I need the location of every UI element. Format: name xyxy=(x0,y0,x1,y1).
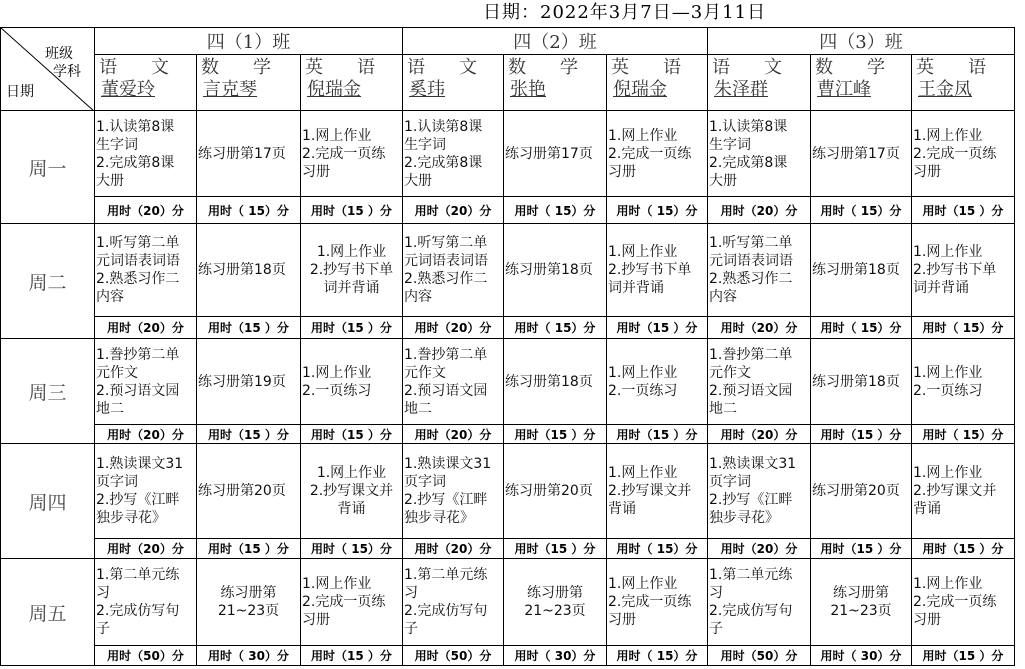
homework-line: 子 xyxy=(404,621,418,637)
homework-line: 1.网上作业 xyxy=(302,127,372,144)
homework-line: 1.网上作业 xyxy=(608,364,678,381)
homework-cell xyxy=(912,224,1015,317)
homework-line: 大册 xyxy=(96,172,124,189)
homework-line: 2.一页练习 xyxy=(913,382,983,399)
subject-name: 语 文 xyxy=(712,57,790,78)
homework-cell xyxy=(811,559,912,646)
homework-line: 2.完成仿写句 xyxy=(96,603,180,619)
time-cell: 用时（ 30）分 xyxy=(504,646,607,666)
subject-header xyxy=(403,55,504,111)
homework-line: 内容 xyxy=(96,289,124,305)
homework-cell xyxy=(403,111,504,197)
homework-line: 独步寻花》 xyxy=(96,510,166,526)
homework-cell xyxy=(708,559,811,646)
homework-line: 背诵 xyxy=(608,501,636,517)
homework-line: 21~23页 xyxy=(524,603,586,619)
homework-cell xyxy=(811,111,912,197)
homework-line: 2.完成一页练 xyxy=(302,594,386,610)
homework-line: 2.抄写《江畔 xyxy=(709,492,793,508)
homework-line: 1.网上作业 xyxy=(316,465,387,481)
class-header-3: 四（3）班 xyxy=(708,28,1015,55)
homework-cell xyxy=(403,224,504,317)
class-label: 班级 xyxy=(45,46,73,62)
time-cell: 用时（15 ）分 xyxy=(504,425,607,444)
homework-line: 独步寻花》 xyxy=(404,510,474,526)
homework-line: 习册 xyxy=(608,612,636,628)
homework-line: 1.听写第二单 xyxy=(96,235,180,251)
homework-cell xyxy=(912,444,1015,539)
homework-cell xyxy=(811,444,912,539)
homework-line: 2.完成仿写句 xyxy=(404,603,488,619)
homework-cell xyxy=(301,224,403,317)
day-task-row xyxy=(1,559,1015,646)
homework-line: 1.誊抄第二单 xyxy=(404,346,488,363)
time-cell: 用时（ 15）分 xyxy=(607,539,708,559)
homework-line: 2.完成一页练 xyxy=(302,145,386,162)
homework-line: 地二 xyxy=(96,400,124,417)
time-cell: 用时（ 15）分 xyxy=(811,197,912,224)
time-cell: 用时（50）分 xyxy=(708,646,811,666)
subject-name: 数 学 xyxy=(201,57,279,78)
homework-cell xyxy=(301,444,403,539)
homework-line: 1.网上作业 xyxy=(608,127,678,144)
homework-line: 2.预习语文园 xyxy=(96,382,180,399)
time-cell: 用时（ 15）分 xyxy=(811,317,912,339)
homework-line: 1.第二单元练 xyxy=(709,567,793,583)
homework-line: 1.网上作业 xyxy=(913,127,983,144)
teacher-name: 朱泽群 xyxy=(714,79,768,100)
homework-cell xyxy=(607,224,708,317)
subject-header xyxy=(811,55,912,111)
homework-cell xyxy=(607,339,708,425)
homework-line: 元作文 xyxy=(96,364,138,381)
homework-cell xyxy=(708,444,811,539)
day-label: 周二 xyxy=(1,224,95,339)
time-cell: 用时（20）分 xyxy=(95,539,197,559)
subject-header xyxy=(912,55,1015,111)
homework-line: 练习册第18页 xyxy=(812,262,900,278)
homework-cell xyxy=(95,224,197,317)
homework-line: 1.网上作业 xyxy=(608,244,678,260)
homework-cell xyxy=(403,444,504,539)
homework-line: 元词语表词语 xyxy=(404,253,488,269)
time-cell: 用时（20）分 xyxy=(95,197,197,224)
corner-header-cell xyxy=(1,28,95,111)
homework-line: 练习册第18页 xyxy=(198,262,286,278)
subject-header xyxy=(504,55,607,111)
homework-line: 2.抄写书下单 xyxy=(608,262,692,278)
time-cell: 用时（15 ）分 xyxy=(607,317,708,339)
homework-cell xyxy=(811,224,912,317)
homework-line: 习册 xyxy=(913,612,941,628)
homework-cell xyxy=(708,111,811,197)
time-cell: 用时（15 ）分 xyxy=(197,317,301,339)
time-cell: 用时（ 15）分 xyxy=(912,425,1015,444)
homework-cell xyxy=(95,559,197,646)
homework-line: 2.完成第8课 xyxy=(404,154,483,171)
homework-line: 独步寻花》 xyxy=(709,510,779,526)
teacher-name: 言克琴 xyxy=(203,79,257,100)
homework-cell xyxy=(811,339,912,425)
time-cell: 用时（15 ）分 xyxy=(197,539,301,559)
subject-header-row xyxy=(1,55,1015,111)
homework-line: 练习册第 xyxy=(833,585,889,601)
homework-line: 页字词 xyxy=(709,474,751,490)
homework-line: 2.抄写书下单 xyxy=(309,262,394,278)
homework-line: 子 xyxy=(709,621,723,637)
homework-line: 2.抄写书下单 xyxy=(913,262,997,278)
homework-cell xyxy=(197,224,301,317)
homework-cell xyxy=(301,111,403,197)
homework-line: 1.第二单元练 xyxy=(404,567,488,583)
day-task-row xyxy=(1,339,1015,425)
day-label: 周一 xyxy=(1,111,95,224)
homework-line: 习 xyxy=(96,585,110,601)
homework-line: 生字词 xyxy=(404,136,446,153)
homework-line: 练习册第20页 xyxy=(198,483,286,499)
homework-cell xyxy=(197,444,301,539)
homework-line: 1.网上作业 xyxy=(913,465,983,481)
subject-name: 英 语 xyxy=(305,57,383,78)
time-cell: 用时（20）分 xyxy=(403,317,504,339)
homework-line: 1.网上作业 xyxy=(913,576,983,592)
homework-line: 1.网上作业 xyxy=(608,576,678,592)
homework-line: 练习册第18页 xyxy=(505,262,593,278)
day-label: 周四 xyxy=(1,444,95,559)
homework-line: 习 xyxy=(404,585,418,601)
homework-line: 21~23页 xyxy=(830,603,892,619)
homework-line: 习 xyxy=(709,585,723,601)
subject-name: 数 学 xyxy=(815,57,893,78)
day-time-row xyxy=(1,317,1015,339)
time-cell: 用时（ 15）分 xyxy=(504,317,607,339)
day-time-row xyxy=(1,646,1015,666)
homework-cell xyxy=(504,111,607,197)
time-cell: 用时（15 ）分 xyxy=(912,197,1015,224)
teacher-name: 张艳 xyxy=(510,79,546,100)
day-label: 周五 xyxy=(1,559,95,666)
homework-line: 词并背诵 xyxy=(323,280,380,296)
day-task-row xyxy=(1,224,1015,317)
page-title: 日期：2022年3月7日—3月11日 xyxy=(483,2,767,23)
teacher-name: 倪瑞金 xyxy=(613,79,667,100)
homework-line: 习册 xyxy=(913,163,941,180)
homework-line: 1.认读第8课 xyxy=(96,118,175,135)
subject-header xyxy=(95,55,197,111)
day-label: 周三 xyxy=(1,339,95,444)
homework-line: 2.完成一页练 xyxy=(608,594,692,610)
time-cell: 用时（15 ）分 xyxy=(301,317,403,339)
homework-line: 1.誊抄第二单 xyxy=(709,346,793,363)
time-cell: 用时（20）分 xyxy=(708,425,811,444)
homework-line: 2.完成第8课 xyxy=(709,154,788,171)
homework-line: 2.完成一页练 xyxy=(608,145,692,162)
subject-name: 语 文 xyxy=(99,57,177,78)
homework-line: 背诵 xyxy=(337,501,366,517)
homework-cell xyxy=(607,559,708,646)
homework-cell xyxy=(504,224,607,317)
homework-cell xyxy=(912,111,1015,197)
homework-line: 2.预习语文园 xyxy=(709,382,793,399)
homework-line: 练习册第 xyxy=(527,585,583,601)
time-cell: 用时（20）分 xyxy=(95,317,197,339)
homework-line: 2.完成一页练 xyxy=(913,594,997,610)
time-cell: 用时（15 ）分 xyxy=(811,425,912,444)
homework-line: 2.完成一页练 xyxy=(913,145,997,162)
homework-line: 1.誊抄第二单 xyxy=(96,346,180,363)
homework-line: 词并背诵 xyxy=(608,280,664,296)
homework-line: 练习册第17页 xyxy=(812,145,900,162)
homework-line: 习册 xyxy=(302,612,330,628)
homework-line: 1.网上作业 xyxy=(913,364,983,381)
time-cell: 用时（15 ）分 xyxy=(811,539,912,559)
time-cell: 用时（20）分 xyxy=(403,425,504,444)
homework-table xyxy=(0,27,1015,666)
homework-line: 2.抄写《江畔 xyxy=(96,492,180,508)
homework-cell xyxy=(95,111,197,197)
time-cell: 用时（15 ）分 xyxy=(912,646,1015,666)
time-cell: 用时（20）分 xyxy=(708,197,811,224)
homework-line: 21~23页 xyxy=(217,603,280,619)
homework-line: 生字词 xyxy=(96,136,138,153)
time-cell: 用时（ 15）分 xyxy=(607,197,708,224)
homework-line: 1.听写第二单 xyxy=(709,235,793,251)
homework-cell xyxy=(912,559,1015,646)
homework-line: 练习册第20页 xyxy=(812,483,900,499)
time-cell: 用时（15 ）分 xyxy=(301,646,403,666)
class-header-row xyxy=(1,28,1015,55)
time-cell: 用时（20）分 xyxy=(403,197,504,224)
homework-line: 地二 xyxy=(709,400,737,417)
homework-line: 1.网上作业 xyxy=(302,576,372,592)
class-header-1: 四（1）班 xyxy=(95,28,403,55)
homework-line: 内容 xyxy=(404,289,432,305)
homework-cell xyxy=(95,339,197,425)
homework-line: 元词语表词语 xyxy=(96,253,180,269)
homework-line: 2.预习语文园 xyxy=(404,382,488,399)
homework-line: 练习册第18页 xyxy=(505,373,593,390)
time-cell: 用时（20）分 xyxy=(403,539,504,559)
day-task-row xyxy=(1,444,1015,539)
teacher-name: 奚玮 xyxy=(409,79,445,100)
homework-line: 页字词 xyxy=(404,474,446,490)
time-cell: 用时（50）分 xyxy=(403,646,504,666)
homework-line: 1.网上作业 xyxy=(316,244,387,260)
homework-cell xyxy=(504,339,607,425)
subject-label: 学科 xyxy=(53,64,81,80)
subject-header xyxy=(708,55,811,111)
homework-line: 练习册第17页 xyxy=(198,145,286,162)
homework-cell xyxy=(607,111,708,197)
time-cell: 用时（ 15）分 xyxy=(504,197,607,224)
homework-cell xyxy=(197,559,301,646)
homework-line: 2.熟悉习作二 xyxy=(709,271,793,287)
homework-line: 2.抄写课文并 xyxy=(309,483,394,499)
time-cell: 用时（ 15）分 xyxy=(301,539,403,559)
homework-line: 2.抄写课文并 xyxy=(913,483,997,499)
homework-line: 词并背诵 xyxy=(913,280,969,296)
day-time-row xyxy=(1,539,1015,559)
homework-line: 1.听写第二单 xyxy=(404,235,488,251)
time-cell: 用时（15 ）分 xyxy=(301,425,403,444)
homework-cell xyxy=(504,444,607,539)
time-cell: 用时（ 30）分 xyxy=(197,646,301,666)
homework-line: 大册 xyxy=(404,172,432,189)
homework-cell xyxy=(708,339,811,425)
homework-cell xyxy=(607,444,708,539)
homework-line: 2.抄写《江畔 xyxy=(404,492,488,508)
homework-line: 2.完成仿写句 xyxy=(709,603,793,619)
time-cell: 用时（ 15）分 xyxy=(912,317,1015,339)
homework-cell xyxy=(197,339,301,425)
homework-line: 1.网上作业 xyxy=(608,465,678,481)
homework-line: 内容 xyxy=(709,289,737,305)
homework-line: 生字词 xyxy=(709,136,751,153)
homework-line: 习册 xyxy=(302,163,330,180)
class-header-2: 四（2）班 xyxy=(403,28,708,55)
homework-line: 习册 xyxy=(608,163,636,180)
homework-line: 页字词 xyxy=(96,474,138,490)
homework-line: 地二 xyxy=(404,400,432,417)
day-time-row xyxy=(1,197,1015,224)
homework-line: 背诵 xyxy=(913,501,941,517)
time-cell: 用时（ 15）分 xyxy=(607,646,708,666)
time-cell: 用时（20）分 xyxy=(708,539,811,559)
homework-cell xyxy=(403,339,504,425)
time-cell: 用时（15 ）分 xyxy=(912,539,1015,559)
subject-header xyxy=(607,55,708,111)
time-cell: 用时（ 30）分 xyxy=(811,646,912,666)
homework-cell xyxy=(504,559,607,646)
homework-line: 1.认读第8课 xyxy=(404,118,483,135)
homework-cell xyxy=(912,339,1015,425)
homework-line: 子 xyxy=(96,621,110,637)
homework-line: 元作文 xyxy=(709,364,751,381)
homework-cell xyxy=(95,444,197,539)
date-label: 日期 xyxy=(6,84,34,100)
time-cell: 用时（20）分 xyxy=(708,317,811,339)
subject-name: 语 文 xyxy=(407,57,485,78)
subject-name: 英 语 xyxy=(611,57,689,78)
homework-line: 2.一页练习 xyxy=(608,382,678,399)
homework-line: 元词语表词语 xyxy=(709,253,793,269)
subject-name: 英 语 xyxy=(916,57,994,78)
time-cell: 用时（15 ）分 xyxy=(197,425,301,444)
subject-header xyxy=(197,55,301,111)
homework-cell xyxy=(301,339,403,425)
homework-line: 练习册第 xyxy=(220,585,277,601)
homework-line: 1.网上作业 xyxy=(913,244,983,260)
homework-line: 2.熟悉习作二 xyxy=(404,271,488,287)
homework-cell xyxy=(301,559,403,646)
day-time-row xyxy=(1,425,1015,444)
homework-cell xyxy=(708,224,811,317)
homework-line: 2.完成第8课 xyxy=(96,154,175,171)
subject-header xyxy=(301,55,403,111)
homework-line: 1.熟读课文31 xyxy=(96,456,184,472)
homework-line: 元作文 xyxy=(404,364,446,381)
homework-cell xyxy=(403,559,504,646)
teacher-name: 王金凤 xyxy=(918,79,972,100)
time-cell: 用时（15 ）分 xyxy=(301,197,403,224)
time-cell: 用时（15 ）分 xyxy=(607,425,708,444)
homework-line: 练习册第19页 xyxy=(198,373,286,390)
teacher-name: 倪瑞金 xyxy=(307,79,361,100)
time-cell: 用时（50）分 xyxy=(95,646,197,666)
teacher-name: 曹江峰 xyxy=(817,79,871,100)
homework-line: 1.熟读课文31 xyxy=(709,456,797,472)
time-cell: 用时（20）分 xyxy=(95,425,197,444)
time-cell: 用时（ 15）分 xyxy=(197,197,301,224)
homework-line: 大册 xyxy=(709,172,737,189)
homework-line: 1.认读第8课 xyxy=(709,118,788,135)
homework-line: 1.网上作业 xyxy=(302,364,372,381)
homework-line: 2.一页练习 xyxy=(302,382,372,399)
time-cell: 用时（15 ）分 xyxy=(504,539,607,559)
homework-line: 1.熟读课文31 xyxy=(404,456,492,472)
homework-line: 练习册第17页 xyxy=(505,145,593,162)
homework-line: 练习册第20页 xyxy=(505,483,593,499)
homework-line: 1.第二单元练 xyxy=(96,567,180,583)
homework-cell xyxy=(197,111,301,197)
homework-line: 练习册第18页 xyxy=(812,373,900,390)
homework-line: 2.抄写课文并 xyxy=(608,483,692,499)
day-task-row xyxy=(1,111,1015,197)
teacher-name: 董爱玲 xyxy=(101,79,155,100)
subject-name: 数 学 xyxy=(508,57,586,78)
homework-line: 2.熟悉习作二 xyxy=(96,271,180,287)
